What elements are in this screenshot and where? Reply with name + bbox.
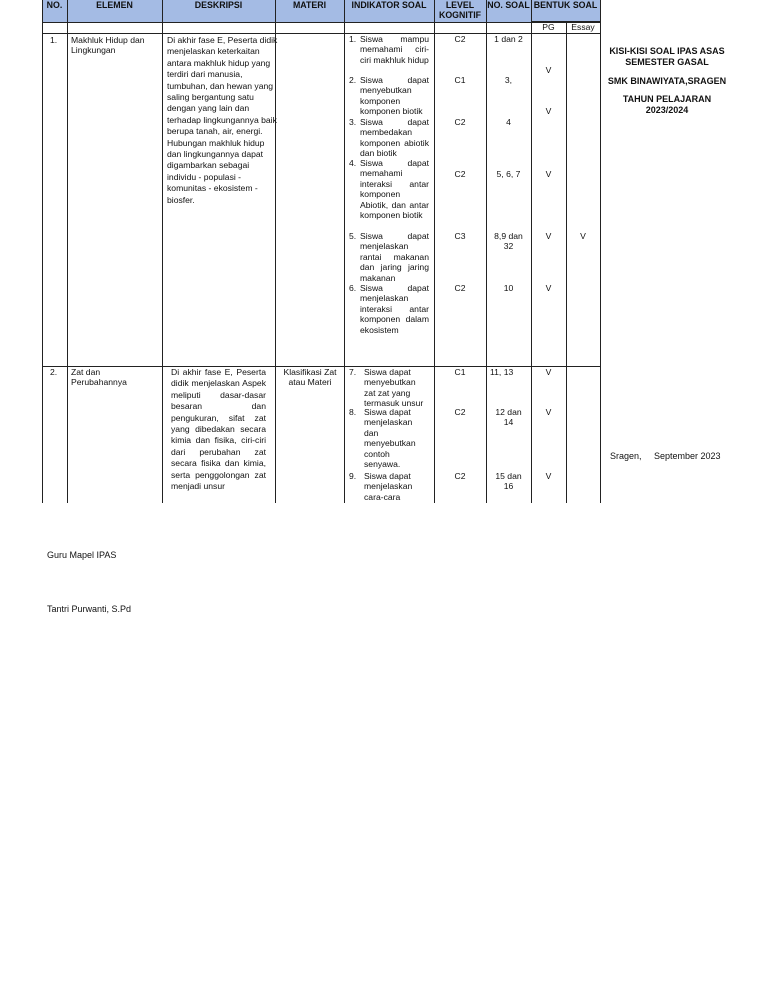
no-soal-2: 3, (504, 75, 513, 85)
pg-2: V (545, 106, 552, 116)
header-pg: PG (542, 22, 555, 32)
no-soal-9: 15 dan 16 (495, 471, 522, 492)
level-9: C2 (454, 471, 466, 481)
row1-no: 1. (50, 35, 58, 45)
pg-8: V (545, 407, 552, 417)
header-essay: Essay (571, 22, 595, 32)
row2-elemen: Zat dan Perubahannya (71, 367, 127, 388)
header-no: NO. (46, 0, 63, 10)
header-materi: MATERI (292, 0, 327, 10)
pg-4: V (545, 169, 552, 179)
pg-6: V (545, 283, 552, 293)
year-value: 2023/2024 (645, 105, 689, 115)
title-line-2: SEMESTER GASAL (625, 57, 709, 67)
level-6: C2 (454, 283, 466, 293)
pg-1: V (545, 65, 552, 75)
header-elemen: ELEMEN (96, 0, 133, 10)
teacher-name: Tantri Purwanti, S.Pd (47, 604, 132, 614)
teacher-role: Guru Mapel IPAS (47, 550, 117, 560)
row1-elemen: Makhluk Hidup dan Lingkungan (71, 35, 145, 56)
no-soal-6: 10 (503, 283, 514, 293)
pg-9: V (545, 471, 552, 481)
row2-deskripsi: Di akhir fase E, Peserta didik menjelaskan Aspek meliputi dasar-dasar besaran dan pengukuran, sifat zat yang dibedakan secara kimia dan fisika, ciri-ciri dari perubahan zat secara fisika dan kimia, serta penggolongan zat menjadi unsur (171, 367, 266, 492)
no-soal-7: 11, 13 (490, 367, 514, 377)
document-title (600, 46, 734, 68)
level-7: C1 (454, 367, 466, 377)
no-soal-4: 5, 6, 7 (496, 169, 521, 179)
kisi-kisi-table: NO. ELEMEN DESKRIPSI MATERI INDIKATOR SOAL LEVEL KOGNITIF NO. SOAL BENTUK SOAL PG Essay 1. Makhluk Hidup dan Lingkungan Di akhir fase E, Peserta didik menjelaskan keterkaitan antara makhluk hidup yang terdiri dari manusia, tumbuhan, dan hewan yang saling bergantung satu dengan yang lain dan terhadap lingkungannya baik berupa tanah, air, energi. Hubungan makhluk hidup dan lingkungannya dapat digambarkan sebagai individu - populasi - komunitas - ekosistem - biosfer. 1. Siswa mampu memahami ciri-ciri makhluk hidup 2. Siswa dapat menyebutkan komponen komponen biotik 3. Siswa dapat membedakan komponen abiotik dan biotik 4. Siswa dapat memahami interaksi antar komponen Abiotik, dan antar komponen biotik 5. Siswa dapat menjelaskan rantai makanan dan jaring jaring makanan 6. Siswa dapat menjelaskan interaksi antar komponen dalam ekosistem C2 C1 C2 C2 C3 C2 1 dan 2 3, 4 5, 6, 7 8,9 dan 32 10 V V V V V V 2. Zat dan Perubahannya Di akhir fase E, Peserta didik menjelaskan Aspek meliputi dasar-dasar besaran dan pengukuran, sifat zat yang dibedakan secara kimia dan fisika, ciri-ciri dari perubahan zat secara fisika dan kimia, serta penggolongan zat menjadi unsur Klasifikasi Zat atau Materi 7. Siswa dapat menyebutkan zat zat yang termasuk unsur 8. Siswa dapat menjelaskan dan menyebutkan contoh senyawa. 9. Siswa dapat menjelaskan cara-cara C1 C2 C2 11, 13 12 dan 14 15 dan 16 V V V (0, 0, 602, 503)
header-deskripsi: DESKRIPSI (194, 0, 243, 10)
no-soal-5: 8,9 dan 32 (494, 231, 523, 252)
pg-5: V (545, 231, 552, 241)
indicator-9: 9. Siswa dapat menjelaskan cara-cara (349, 471, 413, 502)
row1-deskripsi: Di akhir fase E, Peserta didik menjelaskan keterkaitan antara makhluk hidup yang terdiri dari manusia, tumbuhan, dan hewan yang saling bergantung satu dengan yang lain dan terhadap lingkungannya baik berupa tanah, air, energi. Hubungan makhluk hidup dan lingkungannya dapat digambarkan sebagai individu - populasi - komunitas - ekosistem - biosfer. (167, 35, 278, 205)
level-4: C2 (454, 169, 466, 179)
no-soal-1: 1 dan 2 (494, 34, 523, 44)
title-line-1: KISI-KISI SOAL IPAS ASAS (609, 46, 725, 56)
academic-year (600, 94, 734, 116)
level-5: C3 (454, 231, 466, 241)
row2-materi: Klasifikasi Zat atau Materi (283, 367, 337, 388)
level-1: C2 (454, 34, 466, 44)
header-level: LEVEL KOGNITIF (438, 0, 482, 20)
header-indikator: INDIKATOR SOAL (351, 0, 427, 10)
level-3: C2 (454, 117, 466, 127)
no-soal-3: 4 (506, 117, 511, 127)
essay-5: V (580, 231, 586, 241)
level-2: C1 (454, 75, 466, 85)
header-bentuk: BENTUK SOAL (533, 0, 598, 10)
pg-7: V (545, 367, 552, 377)
date-label: September 2023 (654, 451, 721, 461)
place-label: Sragen, (610, 451, 642, 461)
no-soal-8: 12 dan 14 (495, 407, 522, 428)
row2-no: 2. (50, 367, 58, 377)
year-label: TAHUN PELAJARAN (622, 94, 712, 104)
header-no-soal: NO. SOAL (487, 0, 530, 10)
school-name: SMK BINAWIYATA,SRAGEN (607, 76, 727, 86)
level-8: C2 (454, 407, 466, 417)
